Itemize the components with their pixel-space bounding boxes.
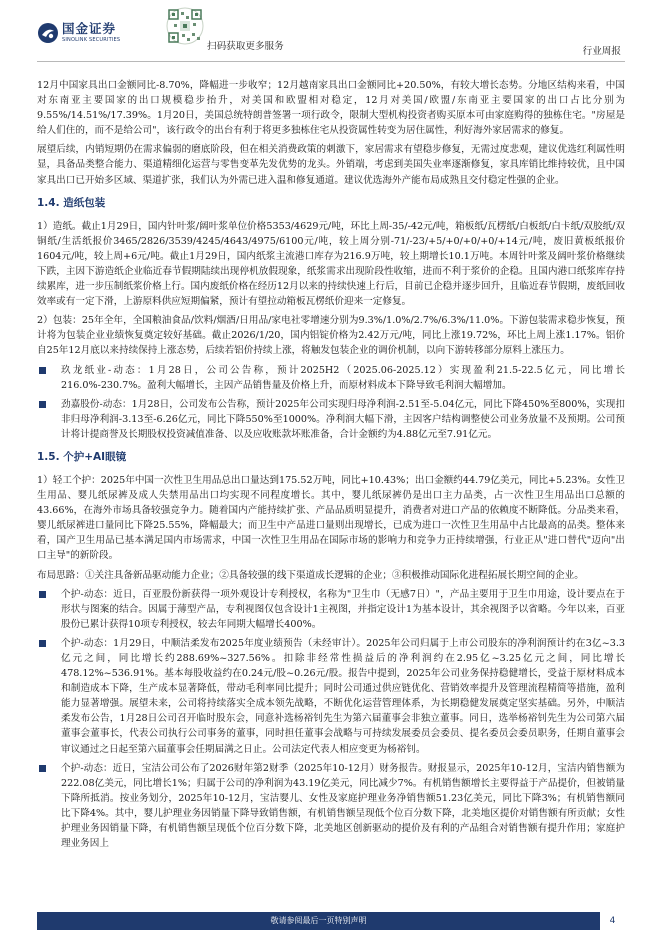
bullet-text: 玖龙纸业-动态：1月28日，公司公告称，预计2025H2（2025.06-2025.12）实现盈利21.5-22.5亿元，同比增长216.0%-230.7%。盈利大幅增长，主因产品销售量及价格上升，而原材料成本下降导致毛利润大幅增加。 [61, 364, 625, 391]
logo-chinese-name: 国金证券 [62, 21, 117, 36]
bullet-item-procter-gamble [37, 761, 625, 852]
paragraph-furniture-outlook: 展望后续，内销短期仍在需求偏弱的磨底阶段，但在相关消费政策的刺激下，家居需求有望稳步修复，无需过度悲观，建议优选红利属性明显，具备品类整合能力、渠道精细化运营与零售变革先发优势的龙头。外销端，考虑到美国失业率逐渐修复，家具库销比维持较优，且中国家具出口已开始多区域、渠道扩张，我们认为外需已进入温和修复通道。建议优选海外产能布局成熟且交付稳定性强的企业。 [37, 144, 625, 186]
section-heading-personal-care-ai-glasses: 1.5. 个护+AI眼镜 [37, 450, 127, 463]
bullet-text: 劲嘉股份-动态：1月28日，公司发布公告称，预计2025年公司实现归母净利润-2.51至-5.04亿元，同比下降450%至800%，实现扣非归母净利润-3.13至-6.26亿元，同比下降550%至1000%。净利润大幅下滑，主因客户结构调整使公司业务放量不及预期。公司预计将计提商誉及长期股权投资减值准备、以及应收账款坏账准备，合计金额约为4.88亿元至7.91亿元。 [61, 398, 625, 440]
paragraph-layout-ideas: 布局思路：①关注具备新品驱动能力企业；②具备较强的线下渠道成长逻辑的企业；③积极推动国际化进程拓展长期空间的企业。 [37, 569, 584, 581]
header-divider [37, 61, 625, 62]
footer-disclaimer: 敬请参阅最后一页特别声明 [270, 916, 367, 925]
paragraph-packaging: 2）包装：25年全年，全国粮油食品/饮料/烟酒/日用品/家电社零增速分别为9.3%/1.0%/2.7%/6.3%/11.0%。下游包装需求稳步恢复，预计将为包装企业业绩恢复奠定较好基础。截止2026/1/20，国内铝锭价格为2.42万元/吨，同比上涨19.72%，环比上周上涨1.17%。铝价自25年12月底以来持续保持上涨态势，后续若铝价持续上涨，将触发包装企业的调价机制，以向下游转移部分原料上涨压力。 [37, 315, 625, 357]
company-logo [37, 22, 127, 48]
paragraph-papermaking: 1）造纸。截止1月29日，国内针叶浆/阔叶浆单位价格5353/4629元/吨，环比上周-35/-42元/吨，箱板纸/瓦楞纸/白板纸/白卡纸/双胶纸/双铜纸/生活纸报价3465/2826/3539/4245/4643/4975/6100元/吨，较上周分别-71/-23/+5/+0/+0/+0/+14元/吨，废旧黄板纸报价1604元/吨，较上周+6元/吨。截止1月29日，国内纸浆主流港口库存为216.9万吨，较上期增长10.1万吨。本周针叶浆及阔叶浆价格继续下跌，主因下游造纸企业临近春节假期陆续出现停机放假现象，纸浆需求出现阶段性收缩，进而不利于浆价的企稳。且国内港口纸浆库存持续累库，进一步压制纸浆价格上行。国内废纸价格在经历12月以来的持续快速上行后，目前已企稳并逐步回升，且临近春节假期，废纸回收效率或有一定下滑，上游原料供应短期偏紧，预计有望拉动箱板瓦楞纸价迎来一定修复。 [37, 220, 625, 308]
bullet-item-c-and-s-paper [37, 636, 625, 757]
qr-code-icon[interactable] [165, 6, 205, 46]
sinolink-logo-icon [37, 22, 59, 44]
bullet-item-nine-dragons [37, 363, 625, 393]
bullet-text: 个护-动态：近日，百亚股份新获得一项外观设计专利授权，名称为"卫生巾（无感7日）"，产品主要用于卫生巾用途，设计要点在于形状与图案的结合。因属于薄型产品，专利视图仅包含设计1主视图，并指定设计1为基本设计，其余视图予以省略。今年以来，百亚股份已累计获得10项专利授权，较去年同期大幅增长400%。 [61, 588, 625, 630]
bullet-text: 个护-动态：近日，宝洁公司公布了2026财年第2财季（2025年10-12月）财务报告。财报显示，2025年10-12月，宝洁内销售额为222.08亿美元，同比增长1%；归属于公司的净利润为43.19亿美元，同比减少7%。有机销售额增长主要得益于产品提价，但被销量下降所抵消。按业务划分，2025年10-12月，宝洁婴儿、女性及家庭护理业务净销售额51.23亿美元，同比下降3%；有机销售额同比下降4%。其中，婴儿护理业务因销量下降导致销售额，有机销售额呈现低个位百分数下降，北美地区提价对销售额有所贡献；女性护理业务因销量下降，有机销售额呈现低个位百分数下降，北美地区创新驱动的提价及有利的产品组合对销售额有提升作用；家庭护理业务因上 [61, 762, 625, 850]
bullet-square-icon [39, 591, 46, 598]
bullet-square-icon [39, 765, 46, 772]
logo-english-name: SINOLINK SECURITIES [62, 37, 121, 43]
report-body [37, 78, 625, 855]
page-footer [0, 904, 662, 936]
paragraph-personal-care-exports: 1）轻工个护：2025年中国一次性卫生用品总出口量达到175.52万吨，同比+10.43%；出口金额约44.79亿美元，同比+5.23%。女性卫生用品、婴儿纸尿裤及成人失禁用品出口均实现不同程度增长。其中，婴儿纸尿裤仍是出口主力品类，占一次性卫生用品出口总额的43.66%，在海外市场具备较强竞争力。随着国内产能持续扩张、产品品质明显提升，消费者对进口产品的依赖度不断降低。分品类来看，婴儿纸尿裤进口量同比下降25.55%，降幅最大；而卫生中产品进口量则出现增长，已成为进口一次性卫生用品中占比最高的品类。整体来看，国产卫生用品已基本满足国内市场需求，中国一次性卫生用品在国际市场的影响力和竞争力正持续增强，行业正从"进口替代"迈向"出口主导"的新阶段。 [37, 474, 625, 562]
page-number: 4 [609, 916, 616, 926]
bullet-text: 个护-动态：1月29日，中顺洁柔发布2025年度业绩预告（未经审计）。2025年公司归属于上市公司股东的净利润预计约在3亿~3.3亿元之间，同比增长约288.69%~327.56%。扣除非经常性损益后的净利润约在2.95亿~3.25亿元之间，同比增长478.12%~536.91%。基本每股收益约在0.24元/股~0.26元/股。报告中提到，2025年公司业务保持稳健增长，受益于原材料成本和制造成本下降，生产成本显著降低，带动毛利率同比提升；同时公司通过供应链优化、营销效率提升及管理流程精简等措施，盈利能力显著增强。展望未来，公司将持续落实全成本领先战略，不断优化运营管理体系，为长期稳健发展奠定坚实基础。另外，中顺洁柔发布公告，1月28日公司召开临时股东会，同意补选杨裕钊先生为第六届董事会非独立董事。同日，选举杨裕钊先生为公司第六届董事会董事长，代表公司执行公司事务的董事，同时担任董事会战略与可持续发展委员会委员、提名委员会委员职务，任期自董事会审议通过之日起至第六届董事会任期届满之日止。公司法定代表人相应变更为杨裕钊。 [61, 637, 625, 755]
report-type-label: 行业周报 [582, 46, 621, 57]
bullet-square-icon [39, 367, 46, 374]
page-header [0, 0, 662, 62]
bullet-square-icon [39, 401, 46, 408]
bullet-item-baiya [37, 587, 625, 632]
bullet-square-icon [39, 640, 46, 647]
section-heading-paper-packaging: 1.4. 造纸包装 [37, 196, 106, 209]
scan-for-services-text: 扫码获取更多服务 [207, 41, 284, 52]
paragraph-furniture-export: 12月中国家具出口金额同比-8.70%，降幅进一步收窄；12月越南家具出口金额同比+20.50%，有较大增长态势。分地区结构来看，中国对东南亚主要国家的出口规模稳步抬升，对美国和欧盟相对稳定，12月对美国/欧盟/东南亚主要国家的出口占比分别为9.55%/14.51%/17.39%。1月20日，美国总统特朗普签署一项行政令，限制大型机构投资者购买原本可由家庭购得的独栋住宅。"房屋是给人们住的，而不是给公司"，该行政令的出台有利于将更多独栋住宅从投资属性转变为居住属性，利好海外家居需求的修复。 [37, 80, 625, 137]
bullet-item-jinjia [37, 397, 625, 442]
